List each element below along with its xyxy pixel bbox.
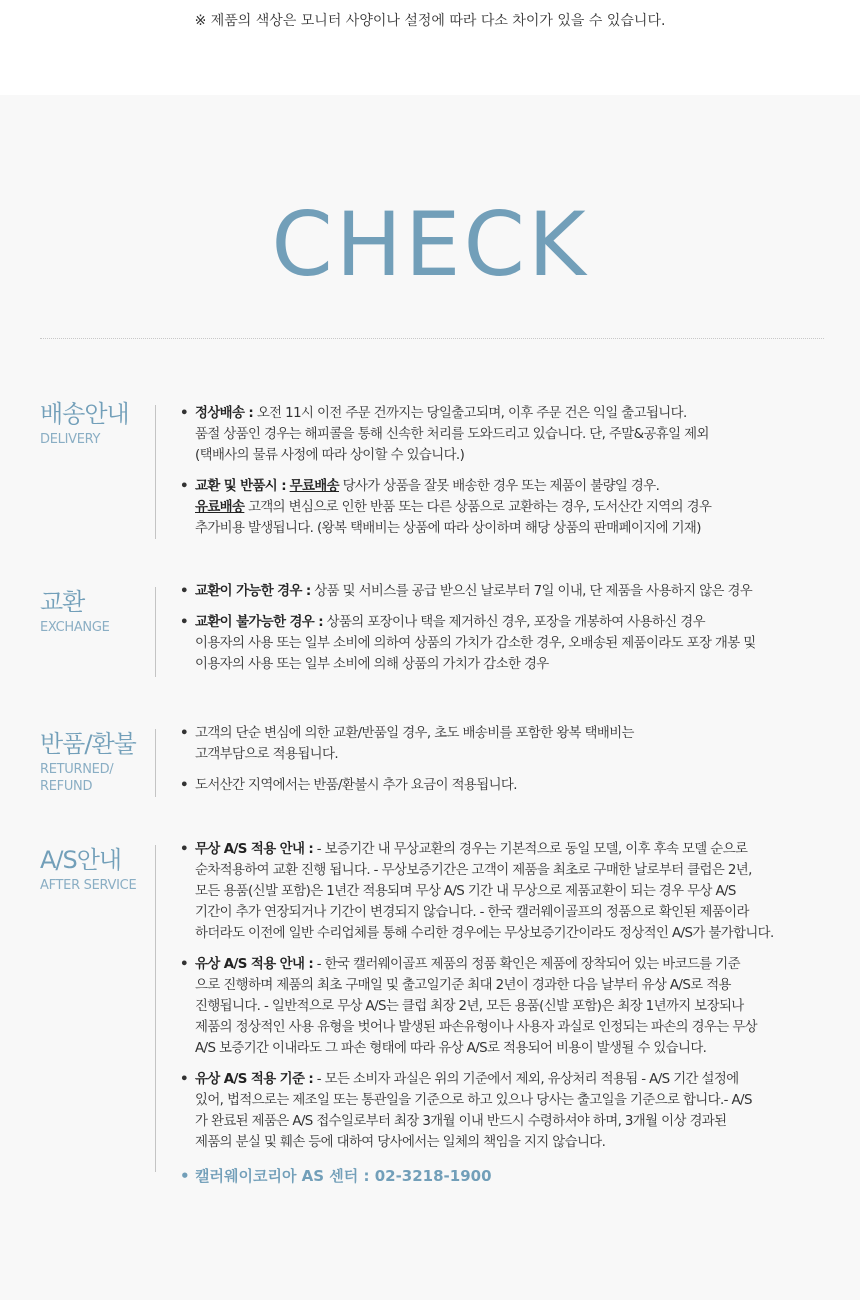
bullet: • (180, 842, 188, 857)
refund-subtitle (40, 761, 160, 795)
list-item-paid-as-criteria (180, 1069, 845, 1153)
item-text: 제품의 정상적인 사용 유형을 벗어나 발생된 파손유형이나 사용자 과실로 인정되는 파손의 경우는 무상 (195, 1020, 757, 1035)
item-text: - 모든 소비자 과실은 위의 기준에서 제외, 유상처리 적용됨 - A/S 기간 설정에 (313, 1072, 739, 1087)
bullet: • (180, 957, 188, 972)
item-text: 이용자의 사용 또는 일부 소비에 의해 상품의 가치가 감소한 경우 (195, 657, 549, 672)
item-text: 으로 진행하며 제품의 최초 구매일 및 출고일기준 최대 2년이 경과한 다음 날부터 유상 A/S로 적용 (195, 978, 731, 993)
item-text: 모든 용품(신발 포함)은 1년간 적용되며 무상 A/S 기간 내 무상으로 제품교환이 되는 경우 무상 A/S (195, 884, 736, 899)
exchange-label (40, 587, 160, 636)
exchange-title: 교환 (40, 588, 85, 616)
refund-title: 반품/환불 (40, 730, 136, 758)
color-notice: ※ 제품의 색상은 모니터 사양이나 설정에 따라 다소 차이가 있을 수 있습니다. (194, 13, 666, 29)
item-text: (택배사의 물류 사정에 따라 상이할 수 있습니다.) (195, 448, 465, 463)
list-item-remote-area (180, 775, 845, 796)
item-text: 이용자의 사용 또는 일부 소비에 의하여 상품의 가치가 감소한 경우, 오배송된 제품이라도 포장 개봉 및 (195, 636, 756, 651)
as-subtitle: AFTER SERVICE (40, 878, 137, 893)
item-text: 오전 11시 이전 주문 건까지는 당일출고되며, 이후 주문 건은 익일 출고됩니다. (253, 406, 687, 421)
item-text: 추가비용 발생됩니다. (왕복 택배비는 상품에 따라 상이하며 해당 상품의 판매페이지에 기재) (195, 521, 701, 536)
item-heading: 유상 A/S 적용 안내 : (195, 957, 314, 972)
list-item-exchange-possible (180, 581, 845, 602)
as-center-phone: 캘러웨이코리아 AS 센터 : 02-3218-1900 (195, 1167, 492, 1185)
bullet: • (180, 615, 188, 630)
list-item-simple-change (180, 723, 845, 765)
bullet: • (180, 479, 188, 494)
item-heading: 무상 A/S 적용 안내 : (195, 842, 314, 857)
as-center-contact (180, 1165, 845, 1187)
bullet: • (180, 406, 188, 421)
item-text: - 보증기간 내 무상교환의 경우는 기본적으로 동일 모델, 이후 후속 모델 순으로 (313, 842, 748, 857)
item-heading: 교환이 가능한 경우 : (195, 584, 311, 599)
bullet: • (180, 778, 188, 793)
item-text: 상품 및 서비스를 공급 받으신 날로부터 7일 이내, 단 제품을 사용하지 않은 경우 (310, 584, 753, 599)
item-text: 고객부담으로 적용됩니다. (195, 747, 339, 762)
check-panel (0, 95, 860, 1300)
check-title: CHECK (271, 193, 589, 296)
item-text: 고객의 단순 변심에 의한 교환/반품일 경우, 초도 배송비를 포함한 왕복 택배비는 (195, 726, 634, 741)
section-divider-line (155, 405, 156, 539)
bullet: • (180, 1072, 188, 1087)
item-heading: 유상 A/S 적용 기준 : (195, 1072, 314, 1087)
item-text: A/S 보증기간 이내라도 그 파손 형태에 따라 유상 A/S로 적용되어 비용이 발생될 수 있습니다. (195, 1041, 707, 1056)
item-text: 하더라도 이전에 일반 수리업체를 통해 수리한 경우에는 무상보증기간이라도 정상적인 A/S가 불가합니다. (195, 926, 774, 941)
section-divider-line (155, 729, 156, 797)
list-item-free-as (180, 839, 845, 944)
item-text: - 한국 캘러웨이골프 제품의 정품 확인은 제품에 장착되어 있는 바코드를 기준 (313, 957, 740, 972)
as-title: A/S안내 (40, 846, 122, 874)
dotted-divider (40, 338, 824, 339)
item-text: 고객의 변심으로 인한 반품 또는 다른 상품으로 교환하는 경우, 도서산간 지역의 경우 (244, 500, 712, 515)
delivery-subtitle: DELIVERY (40, 432, 101, 447)
list-item-paid-as (180, 954, 845, 1059)
delivery-title: 배송안내 (40, 400, 129, 428)
item-text: 도서산간 지역에서는 반품/환불시 추가 요금이 적용됩니다. (195, 778, 517, 793)
list-item-exchange-impossible (180, 612, 845, 675)
refund-label (40, 729, 160, 795)
item-heading: 교환이 불가능한 경우 : (195, 615, 323, 630)
section-divider-line (155, 845, 156, 1172)
item-text: 기간이 추가 연장되거나 기간이 변경되지 않습니다. - 한국 캘러웨이골프의 정품으로 확인된 제품이라 (195, 905, 749, 920)
refund-subtitle-line1: RETURNED/ (40, 762, 114, 777)
bullet: • (180, 584, 188, 599)
bullet: • (180, 726, 188, 741)
item-text: 품절 상품인 경우는 해피콜을 통해 신속한 처리를 도와드리고 있습니다. 단, 주말&공휴일 제외 (195, 427, 709, 442)
bullet: • (180, 1167, 190, 1185)
item-text: 당사가 상품을 잘못 배송한 경우 또는 제품이 불량일 경우. (338, 479, 660, 494)
as-label (40, 845, 160, 894)
free-shipping-label: 무료배송 (289, 479, 339, 494)
item-text: 가 완료된 제품은 A/S 접수일로부터 최장 3개월 이내 반드시 수령하셔야 하며, 3개월 이상 경과된 (195, 1114, 727, 1129)
list-item-normal-delivery (180, 403, 845, 466)
item-text: 있어, 법적으로는 제조일 또는 통관일을 기준으로 하고 있으나 당사는 출고일을 기준으로 합니다.- A/S (195, 1093, 752, 1108)
paid-shipping-label: 유료배송 (195, 500, 245, 515)
item-heading: 정상배송 : (195, 406, 254, 421)
exchange-subtitle: EXCHANGE (40, 620, 110, 635)
item-text: 제품의 분실 및 훼손 등에 대하여 당사에서는 일체의 책임을 지지 않습니다. (195, 1135, 606, 1150)
item-text: 상품의 포장이나 택을 제거하신 경우, 포장을 개봉하여 사용하신 경우 (322, 615, 705, 630)
item-text: 순차적용하여 교환 진행 됩니다. - 무상보증기간은 고객이 제품을 최초로 구매한 날로부터 클럽은 2년, (195, 863, 752, 878)
item-text: 진행됩니다. - 일반적으로 무상 A/S는 클럽 최장 2년, 모든 용품(신발 포함)은 최장 1년까지 보장되나 (195, 999, 744, 1014)
delivery-label (40, 399, 160, 448)
section-divider-line (155, 587, 156, 677)
item-heading: 교환 및 반품시 : (195, 479, 286, 494)
list-item-exchange-return-shipping (180, 476, 845, 539)
refund-subtitle-line2: REFUND (40, 779, 93, 794)
